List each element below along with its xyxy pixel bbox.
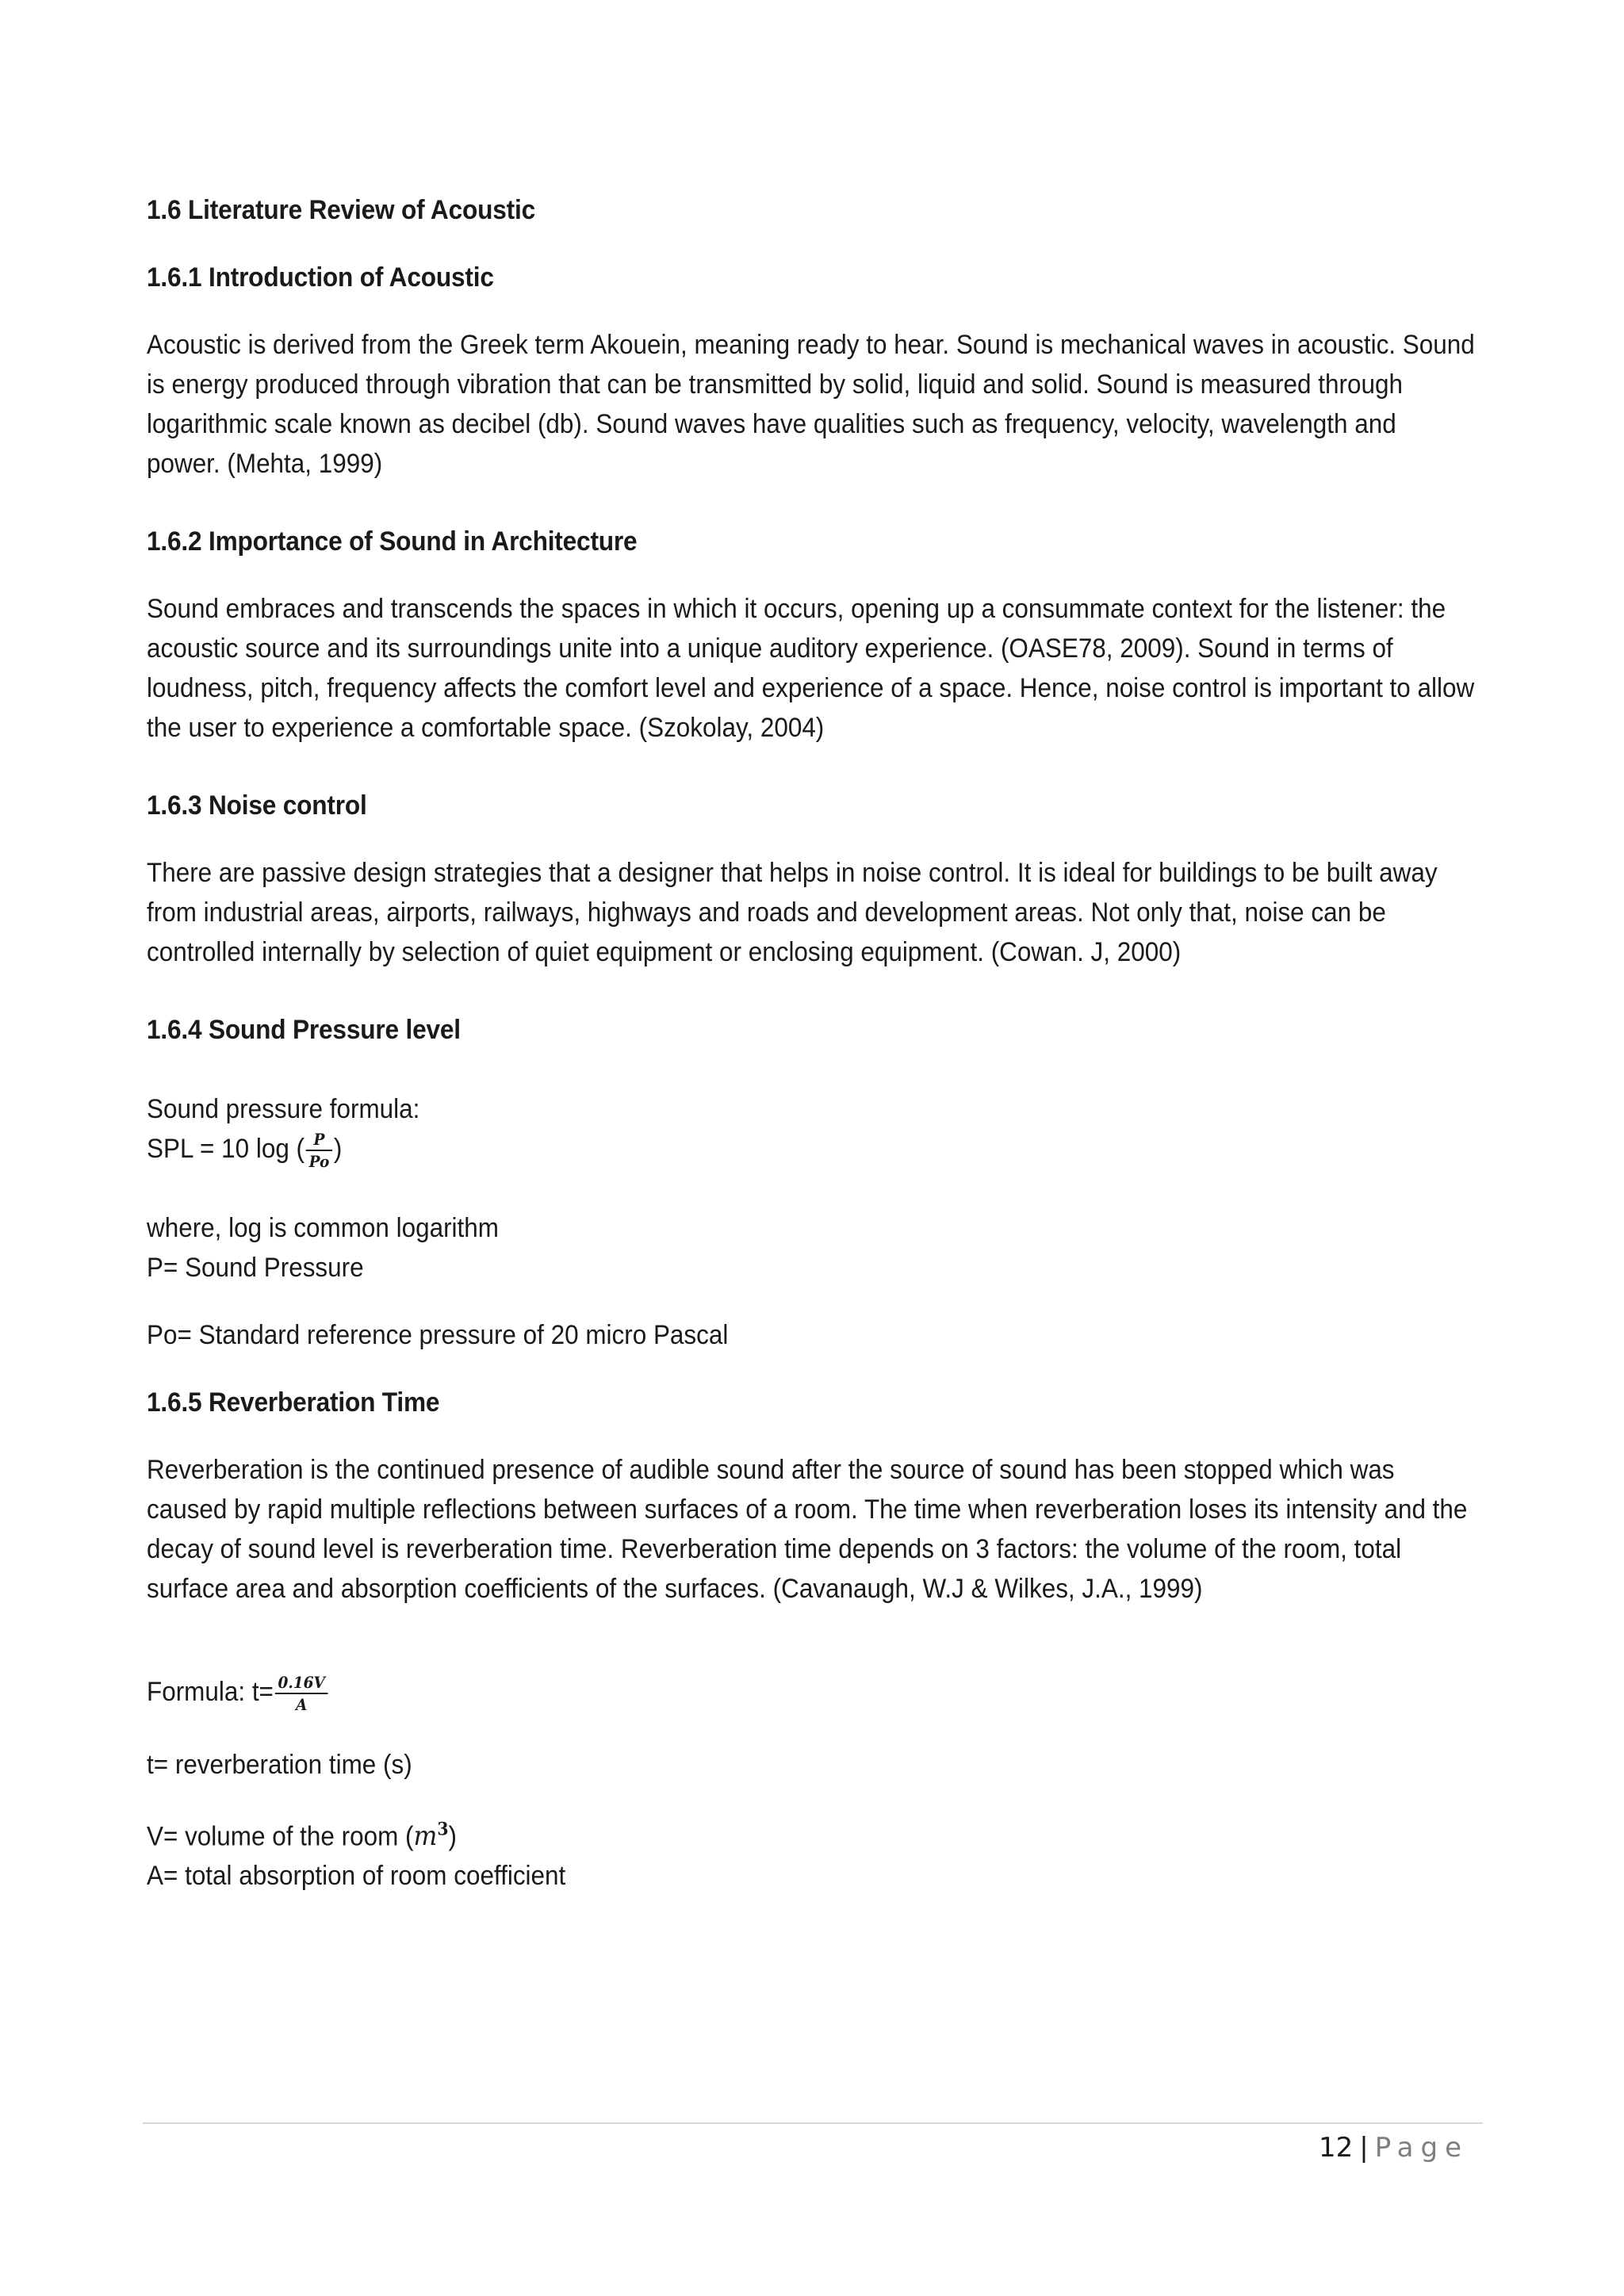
subsection-heading-reverb: 1.6.5 Reverberation Time bbox=[147, 1387, 440, 1418]
section-heading: 1.6 Literature Review of Acoustic bbox=[147, 195, 535, 225]
page-number: 12 bbox=[1318, 2132, 1354, 2164]
subsection-heading-importance: 1.6.2 Importance of Sound in Architecture bbox=[147, 526, 638, 557]
spl-fraction-denominator: Po bbox=[308, 1152, 330, 1172]
cubic-meter-exponent: 3 bbox=[437, 1820, 449, 1841]
page-label: Page bbox=[1374, 2132, 1469, 2164]
reverb-fraction-denominator: A bbox=[295, 1695, 308, 1715]
spl-fraction bbox=[306, 1131, 332, 1170]
paragraph-importance: Sound embraces and transcends the spaces in which it occurs, opening up a consummate context for the listener: the acoustic source and its surroundings unite into a unique auditory experience. (OASE78, 2009). Sound in terms of loudness, pitch, frequency affects the comfort level and experience of a space. Hence, noise control is important to allow the user to experience a comfortable space. (Szokolay, 2004) bbox=[147, 594, 1475, 743]
spl-fraction-numerator: P bbox=[306, 1131, 332, 1151]
reverb-formula-prefix: Formula: t= bbox=[147, 1677, 274, 1708]
reverb-fraction bbox=[275, 1674, 328, 1713]
cubic-meter-unit bbox=[413, 1820, 448, 1852]
footer-divider bbox=[143, 2122, 1483, 2124]
spl-formula-suffix: ) bbox=[333, 1134, 343, 1164]
reverb-def-v-suffix: ) bbox=[448, 1821, 457, 1852]
paragraph-intro: Acoustic is derived from the Greek term Akouein, meaning ready to hear. Sound is mechanical waves in acoustic. Sound is energy produced through vibration that can be transmitted by solid, liquid and solid. Sound is measured through logarithmic scale known as decibel (db). Sound waves have qualities such as frequency, velocity, wavelength and power. (Mehta, 1999) bbox=[147, 330, 1475, 479]
paragraph-reverb: Reverberation is the continued presence of audible sound after the source of sound has been stopped which was caused by rapid multiple reflections between surfaces of a room. The time when reverberation loses its intensity and the decay of sound level is reverberation time. Reverberation time depends on 3 factors: the volume of the room, total surface area and absorption coefficients of the surfaces. (Cavanaugh, W.J & Wilkes, J.A., 1999) bbox=[147, 1455, 1468, 1605]
reverb-def-v bbox=[147, 1810, 1379, 1856]
spl-formula-prefix: SPL = 10 log ( bbox=[147, 1134, 305, 1164]
paragraph-noise: There are passive design strategies that a designer that helps in noise control. It is ideal for buildings to be built away from industrial areas, airports, railways, highways and roads and development areas. Not only that, noise can be controlled internally by selection of quiet equipment or enclosing equipment. (Cowan. J, 2000) bbox=[147, 858, 1438, 967]
cubic-meter-base: m bbox=[413, 1820, 438, 1853]
page-footer bbox=[1319, 2128, 1469, 2168]
reverb-def-a: A= total absorption of room coefficient bbox=[147, 1861, 566, 1892]
page-content bbox=[147, 190, 1479, 1896]
page-separator: | bbox=[1359, 2132, 1369, 2164]
spl-where-log: where, log is common logarithm bbox=[147, 1213, 499, 1244]
reverb-fraction-numerator: 0.16V bbox=[275, 1674, 328, 1694]
reverb-def-t: t= reverberation time (s) bbox=[147, 1750, 412, 1781]
subsection-heading-intro: 1.6.1 Introduction of Acoustic bbox=[147, 262, 494, 293]
reverb-def-v-prefix: V= volume of the room ( bbox=[147, 1821, 414, 1852]
spl-formula-intro: Sound pressure formula: bbox=[147, 1094, 420, 1124]
spl-def-po: Po= Standard reference pressure of 20 micro Pascal bbox=[147, 1320, 729, 1351]
spl-def-p: P= Sound Pressure bbox=[147, 1253, 364, 1284]
spl-formula bbox=[147, 1129, 1379, 1170]
subsection-heading-noise: 1.6.3 Noise control bbox=[147, 790, 367, 821]
subsection-heading-spl: 1.6.4 Sound Pressure level bbox=[147, 1015, 461, 1045]
reverb-formula bbox=[147, 1672, 1379, 1713]
